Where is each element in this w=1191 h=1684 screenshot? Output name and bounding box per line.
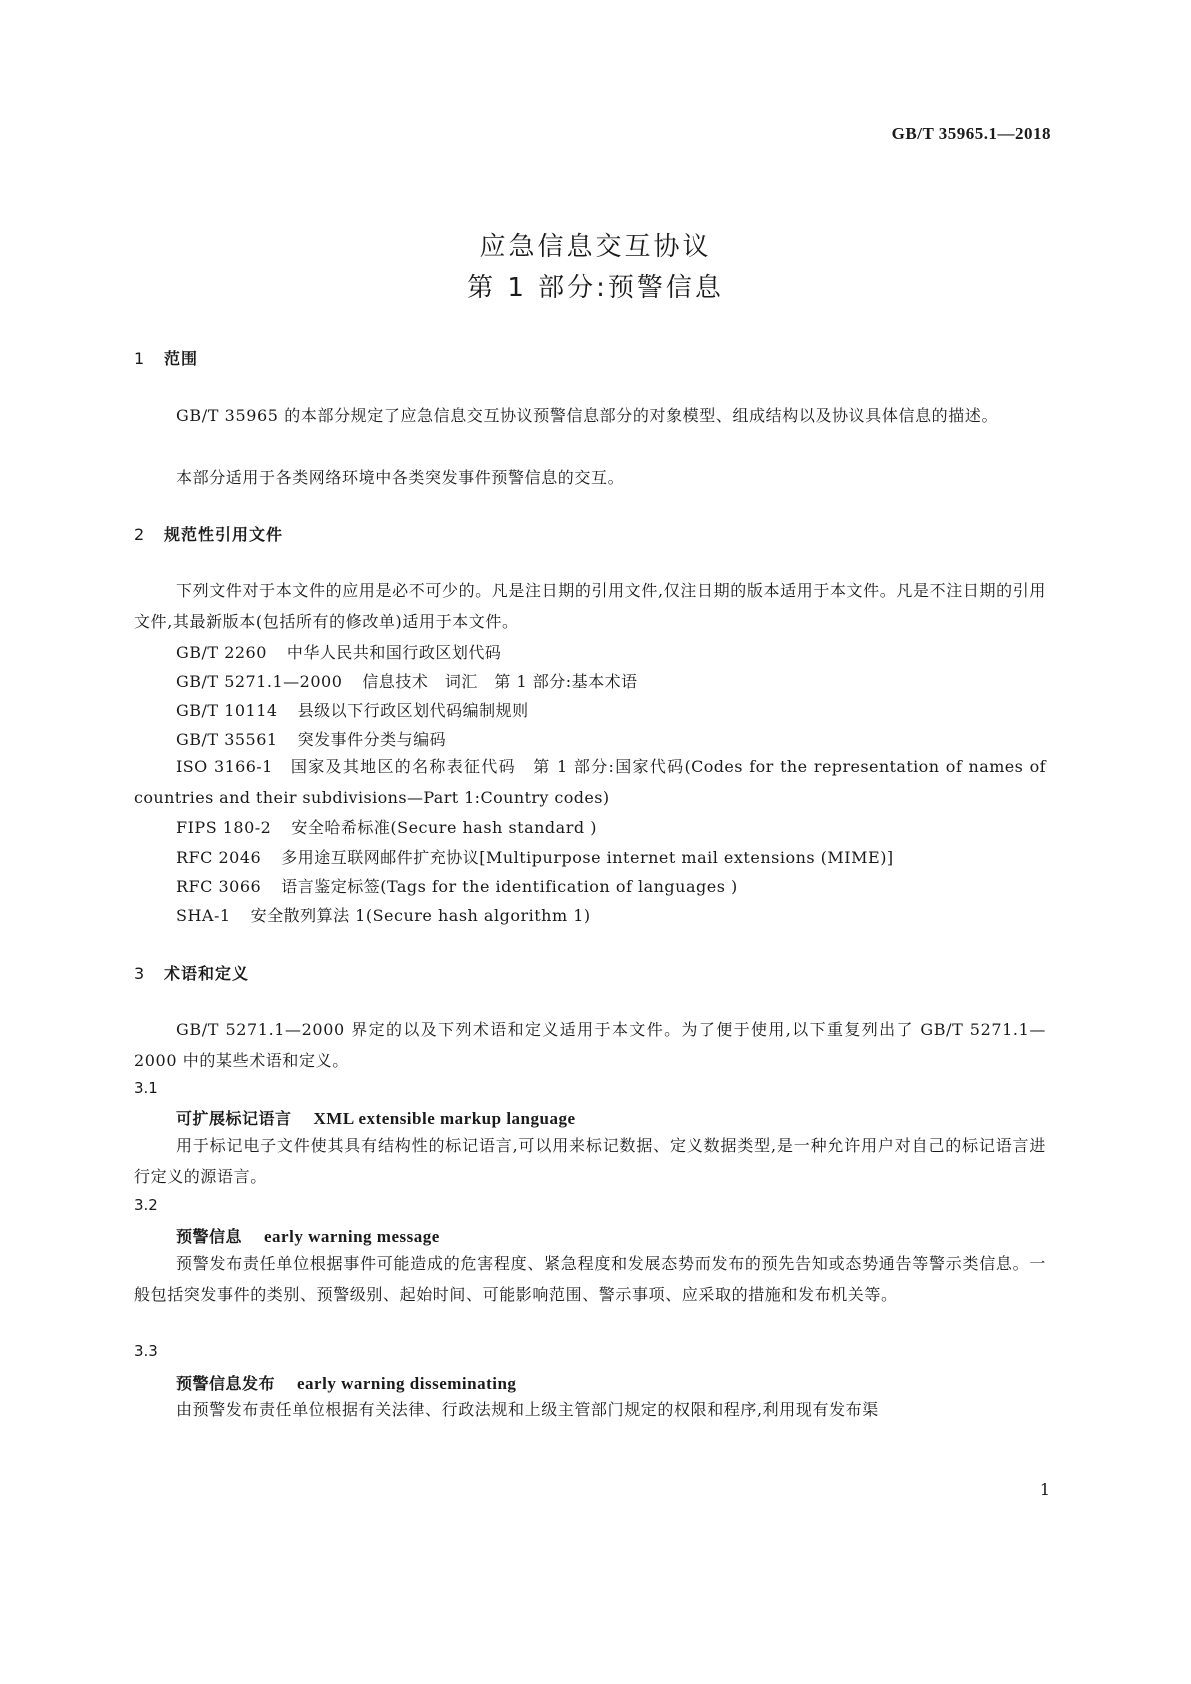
reference-item [176, 727, 446, 750]
term-zh: 预警信息发布 [176, 1374, 276, 1393]
document-subtitle: 第 1 部分:预警信息 [467, 273, 724, 303]
reference-title: 安全哈希标准(Secure hash standard ) [291, 818, 597, 837]
reference-item [176, 698, 529, 721]
reference-title: 突发事件分类与编码 [297, 730, 447, 749]
reference-item [176, 815, 597, 838]
section-heading-scope [134, 346, 198, 369]
reference-item [176, 874, 738, 897]
section-number: 2 [134, 525, 146, 544]
reference-code: GB/T 5271.1—2000 [176, 672, 343, 691]
reference-code: GB/T 2260 [176, 643, 267, 662]
reference-title: 县级以下行政区划代码编制规则 [297, 701, 529, 720]
page-number: 1 [1039, 1480, 1050, 1499]
reference-title: 中华人民共和国行政区划代码 [286, 643, 502, 662]
terms-intro: GB/T 5271.1—2000 界定的以及下列术语和定义适用于本文件。为了便于使用,以下重复列出了 GB/T 5271.1—2000 中的某些术语和定义。 [134, 1020, 1046, 1070]
term-zh: 可扩展标记语言 [176, 1109, 292, 1128]
reference-title: 多用途互联网邮件扩充协议[Multipurpose internet mail extensions (MIME)] [281, 848, 894, 867]
section-title: 术语和定义 [164, 964, 250, 983]
term-en: early warning message [264, 1227, 440, 1246]
reference-item [176, 903, 591, 926]
reference-title: 语言鉴定标签(Tags for the identification of languages ) [281, 877, 738, 896]
normative-refs-intro: 下列文件对于本文件的应用是必不可少的。凡是注日期的引用文件,仅注日期的版本适用于本文件。凡是不注日期的引用文件,其最新版本(包括所有的修改单)适用于本文件。 [134, 581, 1046, 631]
term-en: early warning disseminating [297, 1374, 517, 1393]
reference-code: RFC 2046 [176, 848, 262, 867]
term-zh: 预警信息 [176, 1227, 243, 1246]
term-definition: 由预警发布责任单位根据有关法律、行政法规和上级主管部门规定的权限和程序,利用现有发布渠 [176, 1400, 879, 1419]
term-definition: 用于标记电子文件使其具有结构性的标记语言,可以用来标记数据、定义数据类型,是一种允许用户对自己的标记语言进行定义的源语言。 [134, 1136, 1046, 1186]
clause-number: 3.1 [134, 1079, 158, 1097]
term-heading [176, 1371, 516, 1394]
scope-paragraph: 本部分适用于各类网络环境中各类突发事件预警信息的交互。 [176, 468, 625, 487]
clause-number: 3.3 [134, 1342, 158, 1360]
section-heading-terms [134, 961, 249, 984]
term-heading [176, 1106, 576, 1129]
reference-title: 信息技术 词汇 第 1 部分:基本术语 [362, 672, 638, 691]
section-title: 规范性引用文件 [164, 525, 284, 544]
reference-item [176, 669, 638, 692]
term-definition: 预警发布责任单位根据事件可能造成的危害程度、紧急程度和发展态势而发布的预先告知或态势通告等警示类信息。一般包括突发事件的类别、预警级别、起始时间、可能影响范围、警示事项、应采取的措施和发布机关等。 [134, 1254, 1046, 1304]
clause-number: 3.2 [134, 1196, 158, 1214]
section-number: 1 [134, 349, 146, 368]
reference-code: GB/T 35561 [176, 730, 278, 749]
term-heading [176, 1224, 440, 1247]
reference-item [176, 845, 894, 868]
section-number: 3 [134, 964, 146, 983]
section-heading-normative-refs [134, 522, 283, 545]
reference-item [176, 640, 501, 663]
reference-title: 安全散列算法 1(Secure hash algorithm 1) [250, 906, 591, 925]
scope-paragraph: GB/T 35965 的本部分规定了应急信息交互协议预警信息部分的对象模型、组成结构以及协议具体信息的描述。 [176, 406, 999, 425]
reference-code: SHA-1 [176, 906, 231, 925]
standard-code: GB/T 35965.1—2018 [891, 124, 1051, 143]
term-en: XML extensible markup language [313, 1109, 576, 1128]
reference-item-iso: ISO 3166-1 国家及其地区的名称表征代码 第 1 部分:国家代码(Codes for the representation of names of countries and their subdivisions—Part 1:Country codes) [134, 757, 1046, 807]
section-title: 范围 [164, 349, 199, 368]
reference-code: FIPS 180-2 [176, 818, 272, 837]
reference-code: RFC 3066 [176, 877, 262, 896]
document-title: 应急信息交互协议 [479, 232, 712, 262]
reference-code: GB/T 10114 [176, 701, 278, 720]
